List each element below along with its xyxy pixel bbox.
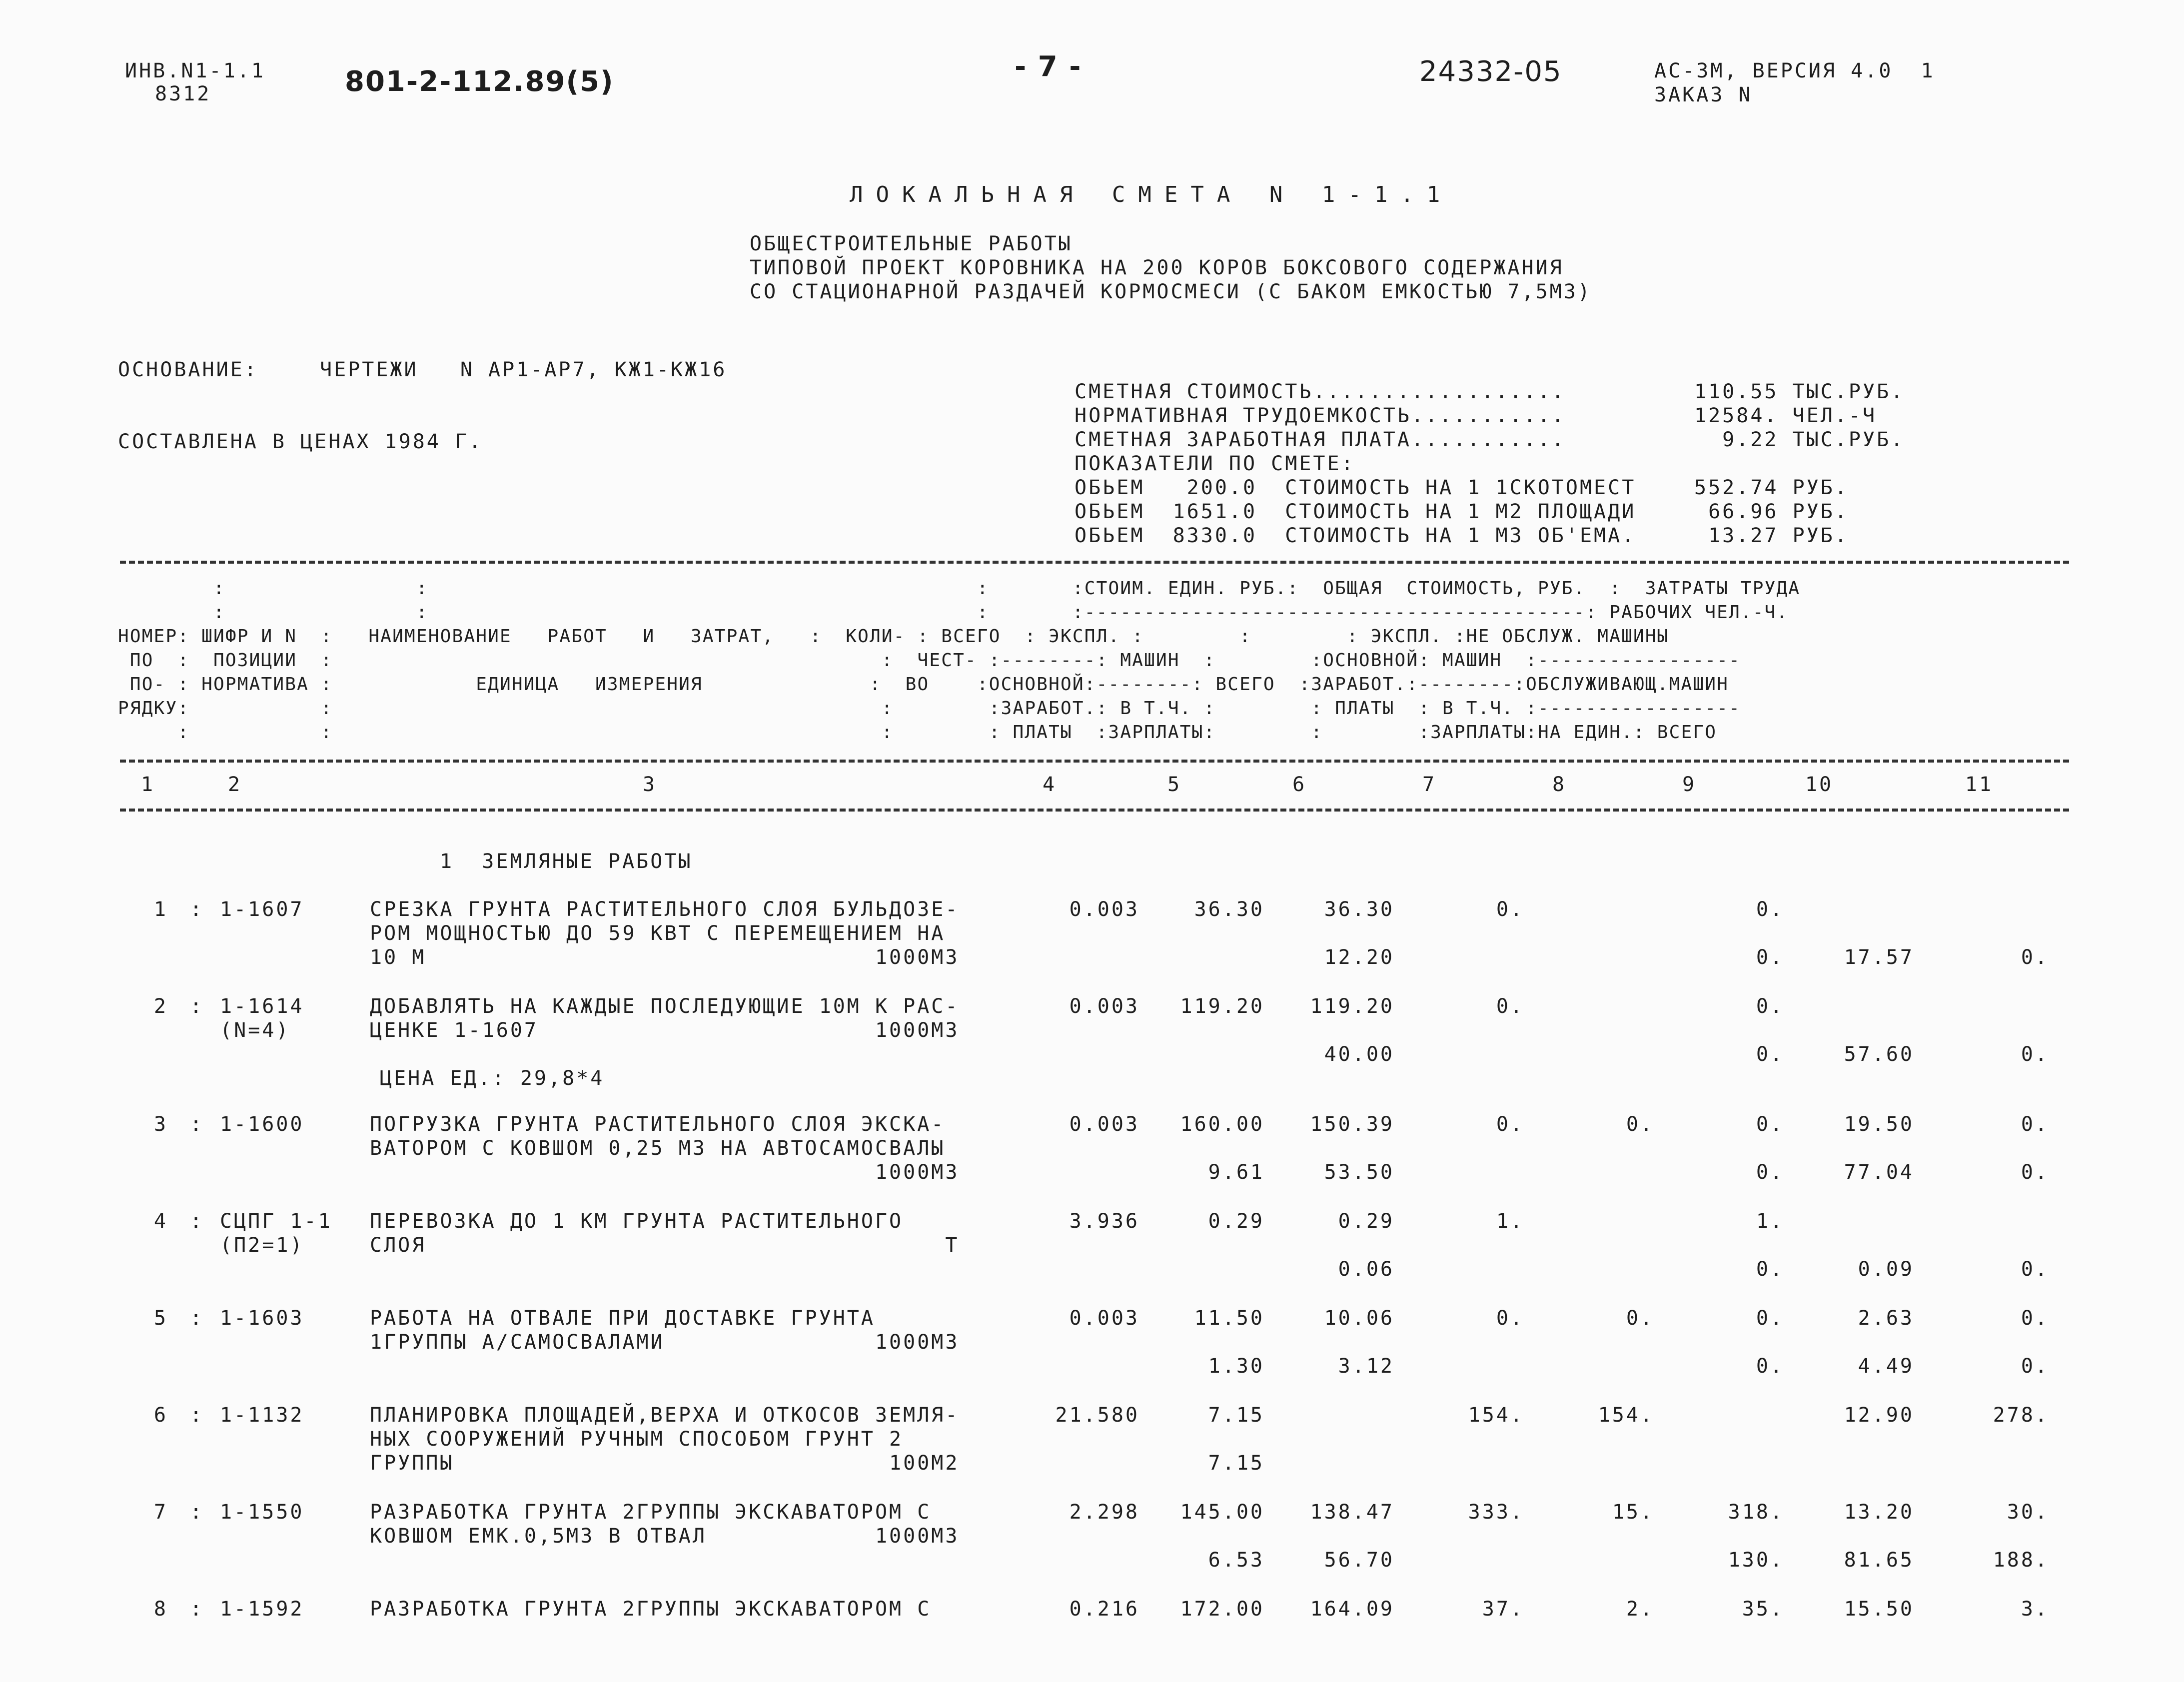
row-value-c6b: 3.12	[1338, 1355, 1394, 1378]
row-value-c5b: 1.30	[1208, 1355, 1264, 1378]
basis-label: ОСНОВАНИЕ:	[118, 358, 258, 381]
row-value-c5a: 119.20	[1180, 995, 1264, 1018]
row-description: РАБОТА НА ОТВАЛЕ ПРИ ДОСТАВКЕ ГРУНТА	[370, 1307, 875, 1330]
row-number: 4	[153, 1210, 168, 1233]
row-number: 5	[153, 1307, 168, 1330]
column-number: 3	[642, 773, 657, 796]
row-number: 3	[153, 1113, 168, 1136]
column-number: 11	[1965, 773, 1994, 796]
row-value-c10b: 57.60	[1844, 1043, 1914, 1066]
row-code: 1-1600	[220, 1113, 304, 1136]
row-value-c5a: 145.00	[1180, 1501, 1264, 1524]
row-value-c6a: 164.09	[1310, 1598, 1394, 1621]
row-value-c8: 2.	[1626, 1598, 1654, 1621]
row-value-c11b: 0.	[2021, 1258, 2049, 1281]
row-value-c6b: 0.06	[1338, 1258, 1394, 1281]
row-description: ДОБАВЛЯТЬ НА КАЖДЫЕ ПОСЛЕДУЮЩИЕ 10М К РАС-	[370, 995, 960, 1018]
row-code: 1-1132	[220, 1404, 304, 1427]
page-number: - 7 -	[1015, 50, 1082, 83]
row-quantity: 0.003	[1069, 995, 1139, 1018]
row-description: РОМ МОЩНОСТЬЮ ДО 59 КВТ С ПЕРЕМЕЩЕНИЕМ НА	[370, 922, 946, 945]
row-value-c9b: 0.	[1756, 946, 1784, 969]
row-code: СЦПГ 1-1	[220, 1210, 332, 1233]
summary-value: 9.22 ТЫС.РУБ.	[1694, 428, 1905, 451]
row-colon: :	[190, 1501, 204, 1524]
row-value-c10b: 0.09	[1858, 1258, 1914, 1281]
summary-label: СМЕТНАЯ СТОИМОСТЬ..................	[1075, 380, 1566, 403]
column-number: 4	[1042, 773, 1057, 796]
column-number: 2	[227, 773, 242, 796]
column-numbers-rule	[120, 809, 2069, 812]
title-line-1: ОБЩЕСТРОИТЕЛЬНЫЕ РАБОТЫ	[750, 232, 1073, 255]
row-value-c9b: 0.	[1756, 1355, 1784, 1378]
row-value-c6b: 56.70	[1324, 1549, 1394, 1572]
row-description: 10 М 1000М3	[370, 946, 960, 969]
row-value-c11b: 0.	[2021, 1161, 2049, 1184]
table-top-rule	[120, 561, 2069, 564]
header-line: РЯДКУ: : : :ЗАРАБОТ.: В Т.Ч. : : ПЛАТЫ : В Т.Ч. :-----------------	[118, 698, 1741, 719]
row-value-c10a: 19.50	[1844, 1113, 1914, 1136]
row-description: 1ГРУППЫ А/САМОСВАЛАМИ 1000М3	[370, 1331, 960, 1354]
summary-label: ОБЬЕМ 200.0 СТОИМОСТЬ НА 1 1СКОТОМЕСТ	[1075, 476, 1636, 499]
row-value-c5a: 160.00	[1180, 1113, 1264, 1136]
column-number: 9	[1682, 773, 1697, 796]
row-description: СРЕЗКА ГРУНТА РАСТИТЕЛЬНОГО СЛОЯ БУЛЬДОЗЕ-	[370, 898, 960, 921]
row-value-c6a: 138.47	[1310, 1501, 1394, 1524]
title-line-2: ТИПОВОЙ ПРОЕКТ КОРОВНИКА НА 200 КОРОВ БОКСОВОГО СОДЕРЖАНИЯ	[750, 256, 1564, 279]
row-description: КОВШОМ ЕМК.0,5М3 В ОТВАЛ 1000М3	[370, 1525, 960, 1548]
summary-value: 12584. ЧЕЛ.-Ч	[1694, 404, 1877, 427]
row-value-c7: 0.	[1496, 898, 1524, 921]
row-number: 6	[153, 1404, 168, 1427]
row-value-c9a: 0.	[1756, 995, 1784, 1018]
row-value-c7: 0.	[1496, 1113, 1524, 1136]
row-value-c10a: 12.90	[1844, 1404, 1914, 1427]
row-colon: :	[190, 1404, 204, 1427]
column-number: 1	[140, 773, 155, 796]
row-number: 7	[153, 1501, 168, 1524]
summary-label: ПОКАЗАТЕЛИ ПО СМЕТЕ:	[1075, 452, 1355, 475]
row-value-c5a: 36.30	[1194, 898, 1264, 921]
row-value-c7: 1.	[1496, 1210, 1524, 1233]
row-colon: :	[190, 995, 204, 1018]
row-value-c10b: 81.65	[1844, 1549, 1914, 1572]
row-value-c7: 0.	[1496, 995, 1524, 1018]
row-colon: :	[190, 1113, 204, 1136]
row-value-c9b: 0.	[1756, 1258, 1784, 1281]
row-value-c10b: 17.57	[1844, 946, 1914, 969]
row-value-c6b: 12.20	[1324, 946, 1394, 969]
row-description: НЫХ СООРУЖЕНИЙ РУЧНЫМ СПОСОБОМ ГРУНТ 2	[370, 1428, 904, 1451]
summary-label: ОБЬЕМ 8330.0 СТОИМОСТЬ НА 1 М3 ОБ'ЕМА.	[1075, 524, 1636, 547]
row-colon: :	[190, 898, 204, 921]
row-note: ЦЕНА ЕД.: 29,8*4	[380, 1067, 605, 1090]
row-value-c8: 0.	[1626, 1307, 1654, 1330]
row-code: (П2=1)	[220, 1234, 304, 1257]
row-value-c5b: 9.61	[1208, 1161, 1264, 1184]
header-line: : : : : ПЛАТЫ :ЗАРПЛАТЫ: : :ЗАРПЛАТЫ:НА ЕДИН.: ВСЕГО	[118, 722, 1717, 743]
header-line: : : : :СТОИМ. ЕДИН. РУБ.: ОБЩАЯ СТОИМОСТЬ, РУБ. : ЗАТРАТЫ ТРУДА	[118, 578, 1801, 599]
row-value-c10b: 77.04	[1844, 1161, 1914, 1184]
inventory-number: 8312	[155, 82, 211, 105]
row-description: ГРУППЫ 100М2	[370, 1452, 960, 1475]
row-value-c6a: 150.39	[1310, 1113, 1394, 1136]
row-quantity: 0.216	[1069, 1598, 1139, 1621]
project-code: 801-2-112.89(5)	[345, 65, 614, 98]
row-value-c5b: 6.53	[1208, 1549, 1264, 1572]
row-value-c9a: 35.	[1742, 1598, 1784, 1621]
row-value-c11a: 3.	[2021, 1598, 2049, 1621]
row-code: 1-1550	[220, 1501, 304, 1524]
price-basis: СОСТАВЛЕНА В ЦЕНАХ 1984 Г.	[118, 430, 483, 453]
column-number: 10	[1805, 773, 1834, 796]
order-number: ЗАКАЗ N	[1654, 83, 1753, 106]
row-value-c11a: 30.	[2007, 1501, 2049, 1524]
row-value-c11b: 188.	[1993, 1549, 2049, 1572]
row-value-c5a: 11.50	[1194, 1307, 1264, 1330]
row-value-c9b: 0.	[1756, 1161, 1784, 1184]
header-line: ПО- : НОРМАТИВА : ЕДИНИЦА ИЗМЕРЕНИЯ : ВО :ОСНОВНОЙ:--------: ВСЕГО :ЗАРАБОТ.:--------:ОБСЛУЖИВАЮЩ.МАШИН	[118, 674, 1729, 695]
row-code: 1-1607	[220, 898, 304, 921]
row-code: 1-1614	[220, 995, 304, 1018]
row-value-c6a: 10.06	[1324, 1307, 1394, 1330]
row-value-c6a: 119.20	[1310, 995, 1394, 1018]
header-line: ПО : ПОЗИЦИИ : : ЧЕСТ- :--------: МАШИН : :ОСНОВНОЙ: МАШИН :-----------------	[118, 650, 1741, 671]
column-number: 5	[1167, 773, 1182, 796]
summary-value: 552.74 РУБ.	[1694, 476, 1849, 499]
row-value-c7: 0.	[1496, 1307, 1524, 1330]
row-description: ПЕРЕВОЗКА ДО 1 КМ ГРУНТА РАСТИТЕЛЬНОГО	[370, 1210, 904, 1233]
row-value-c5a: 172.00	[1180, 1598, 1264, 1621]
summary-label: СМЕТНАЯ ЗАРАБОТНАЯ ПЛАТА...........	[1075, 428, 1566, 451]
row-value-c7: 333.	[1468, 1501, 1524, 1524]
row-value-c8: 0.	[1626, 1113, 1654, 1136]
row-description: РАЗРАБОТКА ГРУНТА 2ГРУППЫ ЭКСКАВАТОРОМ С	[370, 1501, 932, 1524]
summary-label: ОБЬЕМ 1651.0 СТОИМОСТЬ НА 1 М2 ПЛОЩАДИ	[1075, 500, 1636, 523]
row-value-c9b: 130.	[1728, 1549, 1784, 1572]
summary-label: НОРМАТИВНАЯ ТРУДОЕМКОСТЬ...........	[1075, 404, 1566, 427]
row-value-c11b: 0.	[2021, 1355, 2049, 1378]
row-value-c8: 15.	[1612, 1501, 1654, 1524]
header-line: : : : :------------------------------------------: РАБОЧИХ ЧЕЛ.-Ч.	[118, 602, 1789, 623]
document-number: 24332-05	[1419, 55, 1562, 88]
row-quantity: 3.936	[1069, 1210, 1139, 1233]
row-quantity: 21.580	[1055, 1404, 1139, 1427]
column-number: 6	[1292, 773, 1307, 796]
row-value-c9a: 0.	[1756, 1307, 1784, 1330]
row-colon: :	[190, 1307, 204, 1330]
row-value-c10a: 13.20	[1844, 1501, 1914, 1524]
row-description: ПЛАНИРОВКА ПЛОЩАДЕЙ,ВЕРХА И ОТКОСОВ ЗЕМЛЯ-	[370, 1404, 960, 1427]
row-quantity: 0.003	[1069, 1113, 1139, 1136]
row-code: 1-1592	[220, 1598, 304, 1621]
row-value-c9a: 318.	[1728, 1501, 1784, 1524]
row-value-c9a: 1.	[1756, 1210, 1784, 1233]
header-rule	[120, 760, 2069, 763]
summary-value: 110.55 ТЫС.РУБ.	[1694, 380, 1905, 403]
column-number: 7	[1422, 773, 1437, 796]
row-value-c11b: 0.	[2021, 1043, 2049, 1066]
row-code: (N=4)	[220, 1019, 290, 1042]
row-value-c11a: 0.	[2021, 1113, 2049, 1136]
row-description: ВАТОРОМ С КОВШОМ 0,25 М3 НА АВТОСАМОСВАЛЫ	[370, 1137, 946, 1160]
row-value-c8: 154.	[1598, 1404, 1654, 1427]
row-quantity: 0.003	[1069, 1307, 1139, 1330]
row-description: РАЗРАБОТКА ГРУНТА 2ГРУППЫ ЭКСКАВАТОРОМ С	[370, 1598, 932, 1621]
row-value-c5a: 7.15	[1208, 1404, 1264, 1427]
row-colon: :	[190, 1210, 204, 1233]
header-line: НОМЕР: ШИФР И N : НАИМЕНОВАНИЕ РАБОТ И ЗАТРАТ, : КОЛИ- : ВСЕГО : ЭКСПЛ. : : : ЭКСПЛ. :НЕ ОБСЛУЖ. МАШИНЫ	[118, 626, 1669, 647]
row-value-c10a: 15.50	[1844, 1598, 1914, 1621]
row-value-c9a: 0.	[1756, 1113, 1784, 1136]
row-number: 1	[153, 898, 168, 921]
row-value-c11b: 0.	[2021, 946, 2049, 969]
row-value-c6b: 53.50	[1324, 1161, 1394, 1184]
row-description: СЛОЯ Т	[370, 1234, 960, 1257]
row-value-c10a: 2.63	[1858, 1307, 1914, 1330]
row-description: ПОГРУЗКА ГРУНТА РАСТИТЕЛЬНОГО СЛОЯ ЭКСКА-	[370, 1113, 946, 1136]
row-code: 1-1603	[220, 1307, 304, 1330]
row-value-c5b: 7.15	[1208, 1452, 1264, 1475]
row-value-c6b: 40.00	[1324, 1043, 1394, 1066]
row-quantity: 0.003	[1069, 898, 1139, 921]
row-value-c10b: 4.49	[1858, 1355, 1914, 1378]
row-value-c9b: 0.	[1756, 1043, 1784, 1066]
row-number: 2	[153, 995, 168, 1018]
row-value-c11a: 278.	[1993, 1404, 2049, 1427]
row-description: 1000М3	[370, 1161, 960, 1184]
summary-value: 66.96 РУБ.	[1694, 500, 1849, 523]
row-value-c7: 37.	[1482, 1598, 1524, 1621]
summary-value: 13.27 РУБ.	[1694, 524, 1849, 547]
column-number: 8	[1552, 773, 1567, 796]
row-number: 8	[153, 1598, 168, 1621]
row-colon: :	[190, 1598, 204, 1621]
row-value-c7: 154.	[1468, 1404, 1524, 1427]
row-value-c11a: 0.	[2021, 1307, 2049, 1330]
inventory-label: ИНВ.N1-1.1	[125, 59, 265, 82]
software-version: АС-3М, ВЕРСИЯ 4.0 1	[1654, 59, 1935, 82]
section-title: 1 ЗЕМЛЯНЫЕ РАБОТЫ	[440, 850, 693, 873]
row-value-c5a: 0.29	[1208, 1210, 1264, 1233]
document-title: ЛОКАЛЬНАЯ СМЕТА N 1-1.1	[850, 182, 1453, 207]
title-line-3: СО СТАЦИОНАРНОЙ РАЗДАЧЕЙ КОРМОСМЕСИ (С БАКОМ ЕМКОСТЬЮ 7,5М3)	[750, 280, 1592, 303]
row-quantity: 2.298	[1069, 1501, 1139, 1524]
row-value-c6a: 0.29	[1338, 1210, 1394, 1233]
row-value-c6a: 36.30	[1324, 898, 1394, 921]
basis-value: ЧЕРТЕЖИ N АР1-АР7, КЖ1-КЖ16	[320, 358, 727, 381]
row-value-c9a: 0.	[1756, 898, 1784, 921]
row-description: ЦЕНКЕ 1-1607 1000М3	[370, 1019, 960, 1042]
